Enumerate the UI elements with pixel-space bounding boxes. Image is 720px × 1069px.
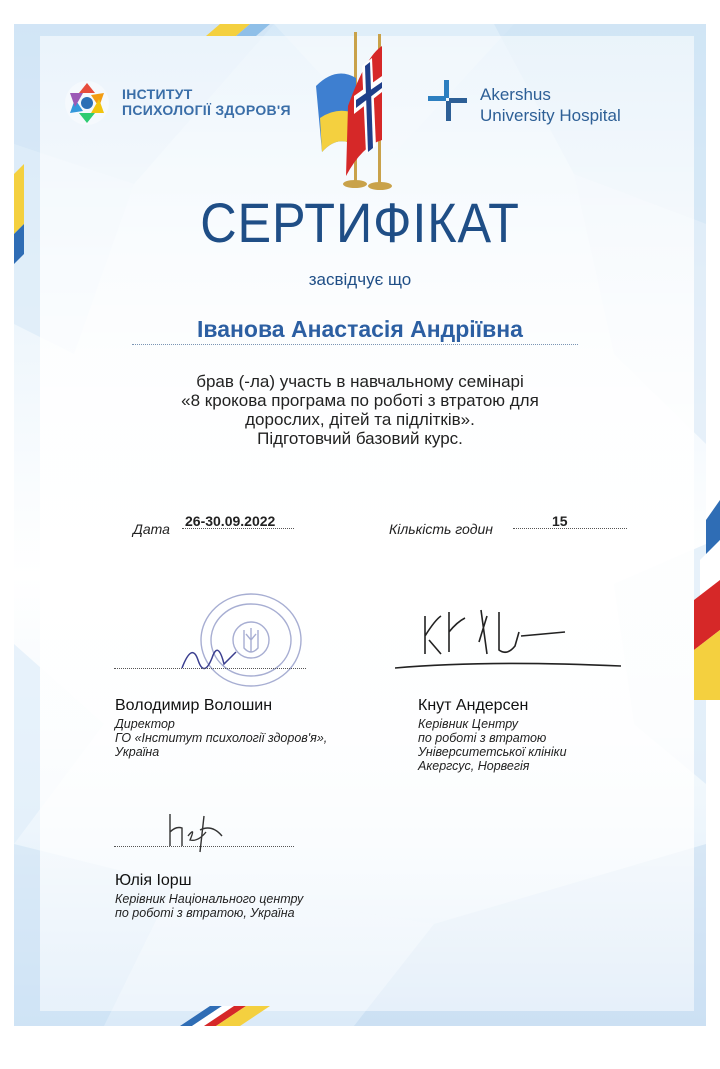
corner-stripes-bottom bbox=[160, 1000, 280, 1030]
date-value: 26-30.09.2022 bbox=[185, 513, 276, 529]
yellow-stripe-left bbox=[14, 164, 24, 234]
description-line3: дорослих, дітей та підлітків». bbox=[245, 410, 475, 429]
hours-underline bbox=[513, 528, 627, 529]
signatory-2-role-line2: по роботі з втратою bbox=[418, 731, 547, 745]
signatory-3-name: Юлія Іорш bbox=[115, 872, 192, 889]
institute-logo-icon bbox=[62, 78, 112, 128]
signatory-3-role-line1: Керівник Національного центру bbox=[115, 892, 304, 906]
signatory-3-role-line2: по роботі з втратою, Україна bbox=[115, 906, 295, 920]
hours-label: Кількість годин bbox=[389, 521, 494, 537]
signatory-2-role-line1: Керівник Центру bbox=[418, 717, 519, 731]
institute-name-line1: ІНСТИТУТ bbox=[122, 86, 193, 102]
corner-stripes-right bbox=[688, 500, 720, 700]
signature-line-3 bbox=[114, 846, 294, 847]
hospital-name-line1: Akershus bbox=[480, 85, 551, 104]
recipient-name: Іванова Анастасія Андріївна bbox=[197, 316, 523, 342]
signature-andersen bbox=[395, 602, 625, 672]
signatory-2-role bbox=[418, 717, 567, 773]
institute-name bbox=[122, 86, 291, 118]
hospital-name bbox=[480, 84, 621, 126]
signatory-3-role bbox=[115, 892, 303, 920]
signatory-2-role-line4: Акергсус, Норвегія bbox=[418, 759, 530, 773]
signature-line-1 bbox=[114, 668, 306, 669]
hospital-name-line2: University Hospital bbox=[480, 106, 621, 125]
date-label: Дата bbox=[133, 521, 170, 537]
description-line1: брав (-ла) участь в навчальному семінарі bbox=[196, 372, 524, 391]
flags-icon bbox=[310, 26, 420, 206]
signatory-1-role-line1: Директор bbox=[115, 717, 175, 731]
signatory-2-role-line3: Університетської клініки bbox=[418, 745, 567, 759]
certificate-subtitle: засвідчує що bbox=[308, 270, 412, 289]
hours-value: 15 bbox=[552, 513, 568, 529]
signatory-2-name: Кнут Андерсен bbox=[418, 697, 529, 714]
description-line4: Підготовчий базовий курс. bbox=[257, 429, 463, 448]
recipient-underline bbox=[132, 344, 578, 345]
hospital-logo-icon bbox=[426, 78, 472, 124]
signatory-1-role-line2: ГО «Інститут психології здоров'я», bbox=[115, 731, 328, 745]
signatory-1-role-line3: Україна bbox=[115, 745, 160, 759]
signature-iorsh bbox=[162, 806, 232, 856]
institute-name-line2: ПСИХОЛОГІЇ ЗДОРОВ'Я bbox=[122, 102, 291, 118]
course-description bbox=[100, 372, 620, 448]
description-line2: «8 крокова програма по роботі з втратою для bbox=[181, 391, 539, 410]
signatory-1-name: Володимир Волошин bbox=[115, 697, 273, 714]
signatory-1-role bbox=[115, 717, 327, 759]
certificate-title: СЕРТИФІКАТ bbox=[200, 191, 520, 254]
signature-voloshyn bbox=[176, 630, 256, 680]
